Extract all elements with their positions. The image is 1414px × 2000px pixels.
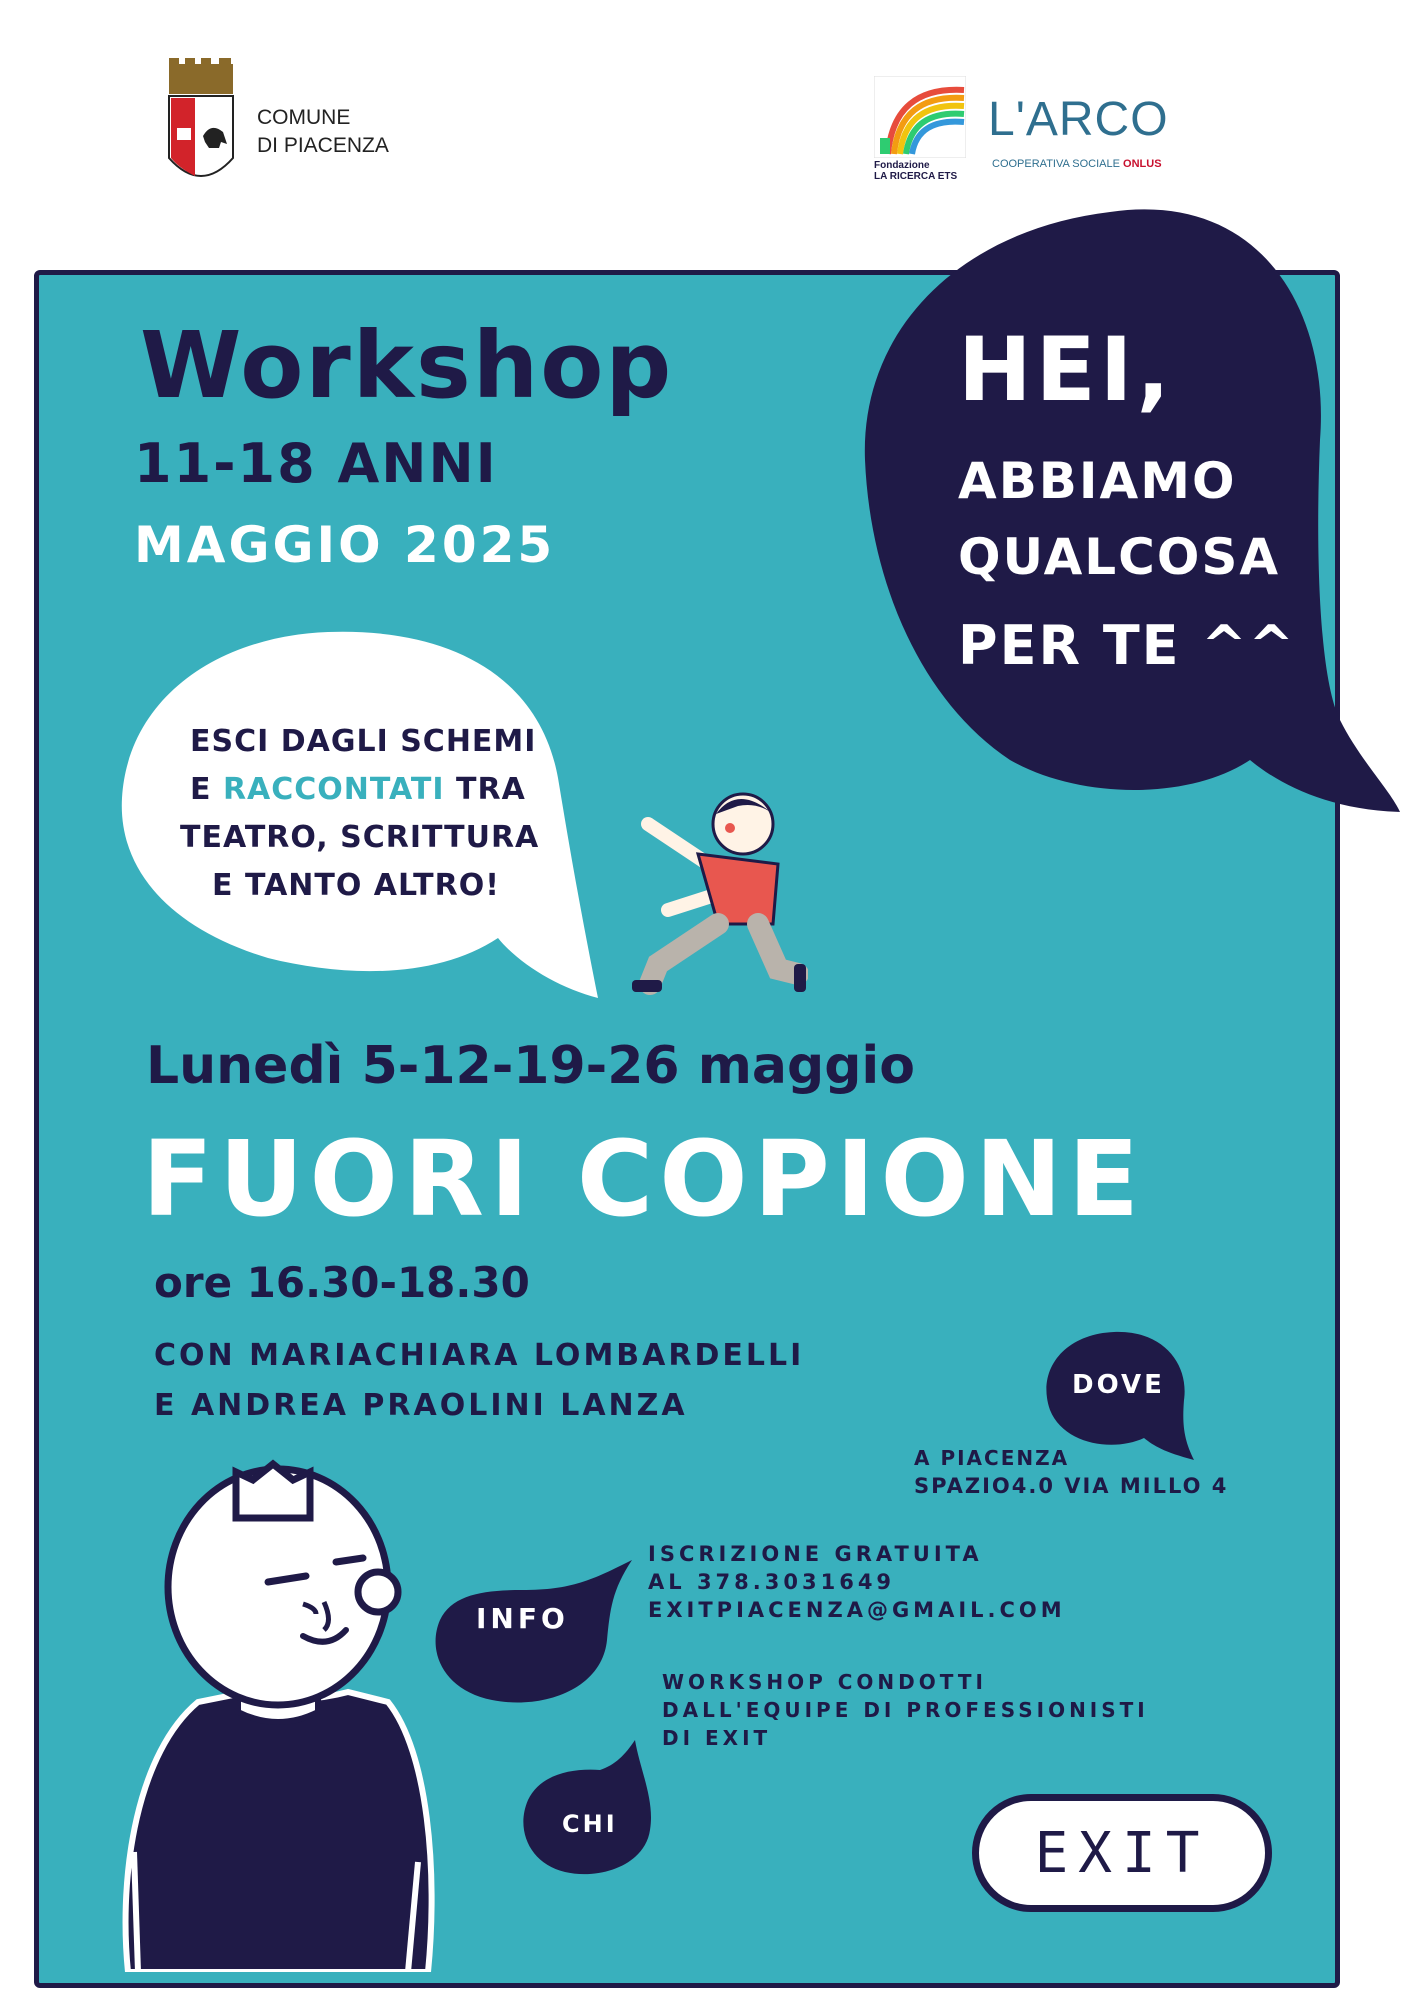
comune-name-line1: COMUNE (257, 106, 351, 129)
fondazione-name-line2: LA RICERCA ETS (874, 171, 958, 182)
rainbow-logo-icon (874, 76, 966, 158)
info-line2: AL 378.3031649 (648, 1570, 896, 1594)
esci-line3: TEATRO, SCRITTURA (180, 820, 540, 855)
hei-line3: QUALCOSA (958, 528, 1281, 586)
esci-speech-bubble (118, 628, 598, 1008)
esci-line2-pre: E (190, 772, 223, 807)
dove-label: DOVE (1072, 1370, 1165, 1400)
fondazione-name-line1: Fondazione (874, 160, 930, 171)
comune-logo (165, 58, 425, 198)
fondazione-logo (874, 76, 970, 180)
chi-line3: DI EXIT (662, 1726, 772, 1750)
info-line3: EXITPIACENZA@GMAIL.COM (648, 1598, 1066, 1622)
month-year: MAGGIO 2025 (134, 516, 556, 574)
event-dates: Lunedì 5-12-19-26 maggio (146, 1036, 915, 1096)
event-with-line2: E ANDREA PRAOLINI LANZA (154, 1388, 688, 1423)
event-time: ore 16.30-18.30 (154, 1258, 530, 1307)
hei-speech-bubble (860, 200, 1400, 840)
hei-line2: ABBIAMO (958, 452, 1237, 510)
info-line1: ISCRIZIONE GRATUITA (648, 1542, 983, 1566)
esci-line1: ESCI DAGLI SCHEMI (190, 724, 537, 759)
arco-logo (988, 92, 1188, 182)
chi-label: CHI (562, 1810, 618, 1838)
arco-onlus: ONLUS (1123, 158, 1162, 170)
chi-line1: WORKSHOP CONDOTTI (662, 1670, 987, 1694)
arco-logo-text: L'ARCO (988, 93, 1169, 146)
workshop-title: Workshop (140, 312, 674, 419)
esci-highlight: RACCONTATI (222, 772, 445, 807)
arco-subtitle-text: COOPERATIVA SOCIALE (992, 158, 1120, 170)
exit-badge (972, 1794, 1272, 1912)
esci-line4: E TANTO ALTRO! (212, 868, 500, 903)
piacenza-coat-of-arms-icon (165, 58, 237, 194)
info-label: INFO (476, 1602, 569, 1635)
exit-label: EXIT (1034, 1820, 1210, 1886)
dove-line1: A PIACENZA (914, 1446, 1070, 1470)
esci-line2 (190, 772, 526, 807)
event-name: FUORI COPIONE (142, 1118, 1146, 1240)
dove-line2: SPAZIO4.0 VIA MILLO 4 (914, 1474, 1229, 1498)
comune-name-line2: DI PIACENZA (257, 134, 389, 157)
event-with-line1: CON MARIACHIARA LOMBARDELLI (154, 1338, 805, 1373)
age-range: 11-18 ANNI (134, 432, 498, 495)
jumping-kid-illustration (628, 784, 808, 1004)
esci-line2-post: TRA (444, 772, 526, 807)
chi-line2: DALL'EQUIPE DI PROFESSIONISTI (662, 1698, 1149, 1722)
hei-line1: HEI, (958, 318, 1174, 421)
hei-line4: PER TE ^^ (958, 614, 1296, 677)
arco-subtitle (992, 158, 1162, 170)
boy-portrait-illustration (88, 1452, 468, 1972)
